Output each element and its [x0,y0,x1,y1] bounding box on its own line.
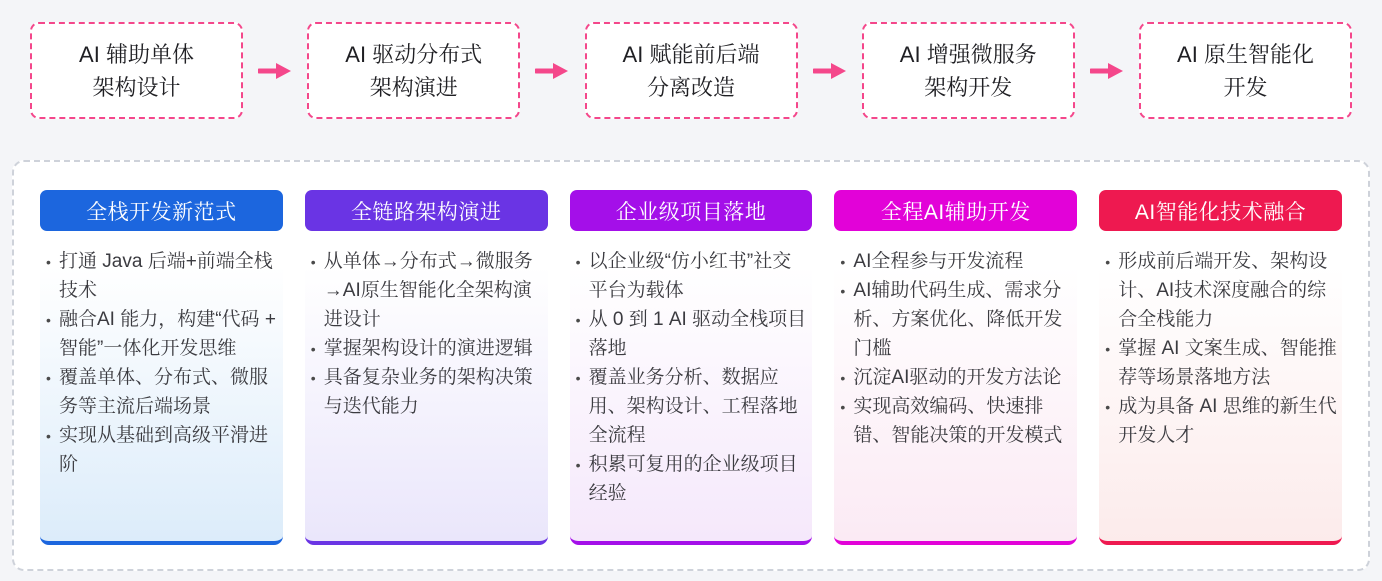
column-title: 企业级项目落地 [570,190,813,231]
arrow-right-icon [535,62,569,80]
bullet-item: • 实现高效编码、快速排错、智能决策的开发模式 [838,392,1072,450]
flow-step-1 [30,22,243,119]
bullet-list [44,247,278,479]
feature-panel [12,160,1370,571]
flow-step-3-line1: AI 赋能前后端 [622,41,760,67]
bullet-item: • 覆盖单体、分布式、微服务等主流后端场景 [44,363,278,421]
bullet-item: • 成为具备 AI 思维的新生代开发人才 [1103,392,1337,450]
bullet-item: • 掌握架构设计的演进逻辑 [309,334,543,363]
bullet-item: • 打通 Java 后端+前端全栈技术 [44,247,278,305]
flow-steps-row [0,0,1382,141]
column-title: 全程AI辅助开发 [834,190,1077,231]
arrow-right-icon [258,62,292,80]
column-body [570,236,813,545]
flow-step-1-line1: AI 辅助单体 [79,41,194,67]
flow-step-1-line2: 架构设计 [92,74,181,100]
bullet-list [309,247,543,421]
flow-step-4-line2: 架构开发 [924,74,1013,100]
bullet-item: • 具备复杂业务的架构决策与迭代能力 [309,363,543,421]
column-architecture-evolution [305,190,548,545]
column-body [40,236,283,545]
flow-step-5-line2: 开发 [1223,74,1268,100]
bullet-item: • 形成前后端开发、架构设计、AI技术深度融合的综合全栈能力 [1103,247,1337,334]
column-body [305,236,548,545]
flow-step-2-line1: AI 驱动分布式 [345,41,483,67]
column-ai-assisted-dev [834,190,1077,545]
bullet-item: • 以企业级“仿小红书”社交平台为载体 [574,247,808,305]
bullet-item: • 沉淀AI驱动的开发方法论 [838,363,1072,392]
column-ai-tech-fusion [1099,190,1342,545]
flow-step-3 [585,22,798,119]
bullet-item: • 实现从基础到高级平滑进阶 [44,421,278,479]
flow-step-5 [1139,22,1352,119]
flow-step-2 [307,22,520,119]
bullet-item: • 覆盖业务分析、数据应用、架构设计、工程落地全流程 [574,363,808,450]
bullet-list [838,247,1072,450]
flow-step-3-line2: 分离改造 [646,74,735,100]
bullet-item: • AI辅助代码生成、需求分析、方案优化、降低开发门槛 [838,276,1072,363]
bullet-list [574,247,808,508]
column-body [834,236,1077,545]
bullet-item: • 积累可复用的企业级项目经验 [574,450,808,508]
column-title: 全链路架构演进 [305,190,548,231]
arrow-right-icon [813,62,847,80]
column-fullstack-paradigm [40,190,283,545]
flow-step-4-line1: AI 增强微服务 [899,41,1037,67]
column-body [1099,236,1342,545]
bullet-item: • AI全程参与开发流程 [838,247,1072,276]
flow-step-5-line1: AI 原生智能化 [1177,41,1314,67]
column-title: 全栈开发新范式 [40,190,283,231]
flow-step-2-line2: 架构演进 [369,74,458,100]
bullet-item: • 从 0 到 1 AI 驱动全栈项目落地 [574,305,808,363]
arrow-right-icon [1090,62,1124,80]
bullet-item: • 掌握 AI 文案生成、智能推荐等场景落地方法 [1103,334,1337,392]
flow-step-4 [862,22,1075,119]
column-title: AI智能化技术融合 [1099,190,1342,231]
bullet-list [1103,247,1337,450]
bullet-item: • 从单体→分布式→微服务→AI原生智能化全架构演进设计 [309,247,543,334]
column-enterprise-project [570,190,813,545]
bullet-item: • 融合AI 能力，构建“代码 + 智能”一体化开发思维 [44,305,278,363]
